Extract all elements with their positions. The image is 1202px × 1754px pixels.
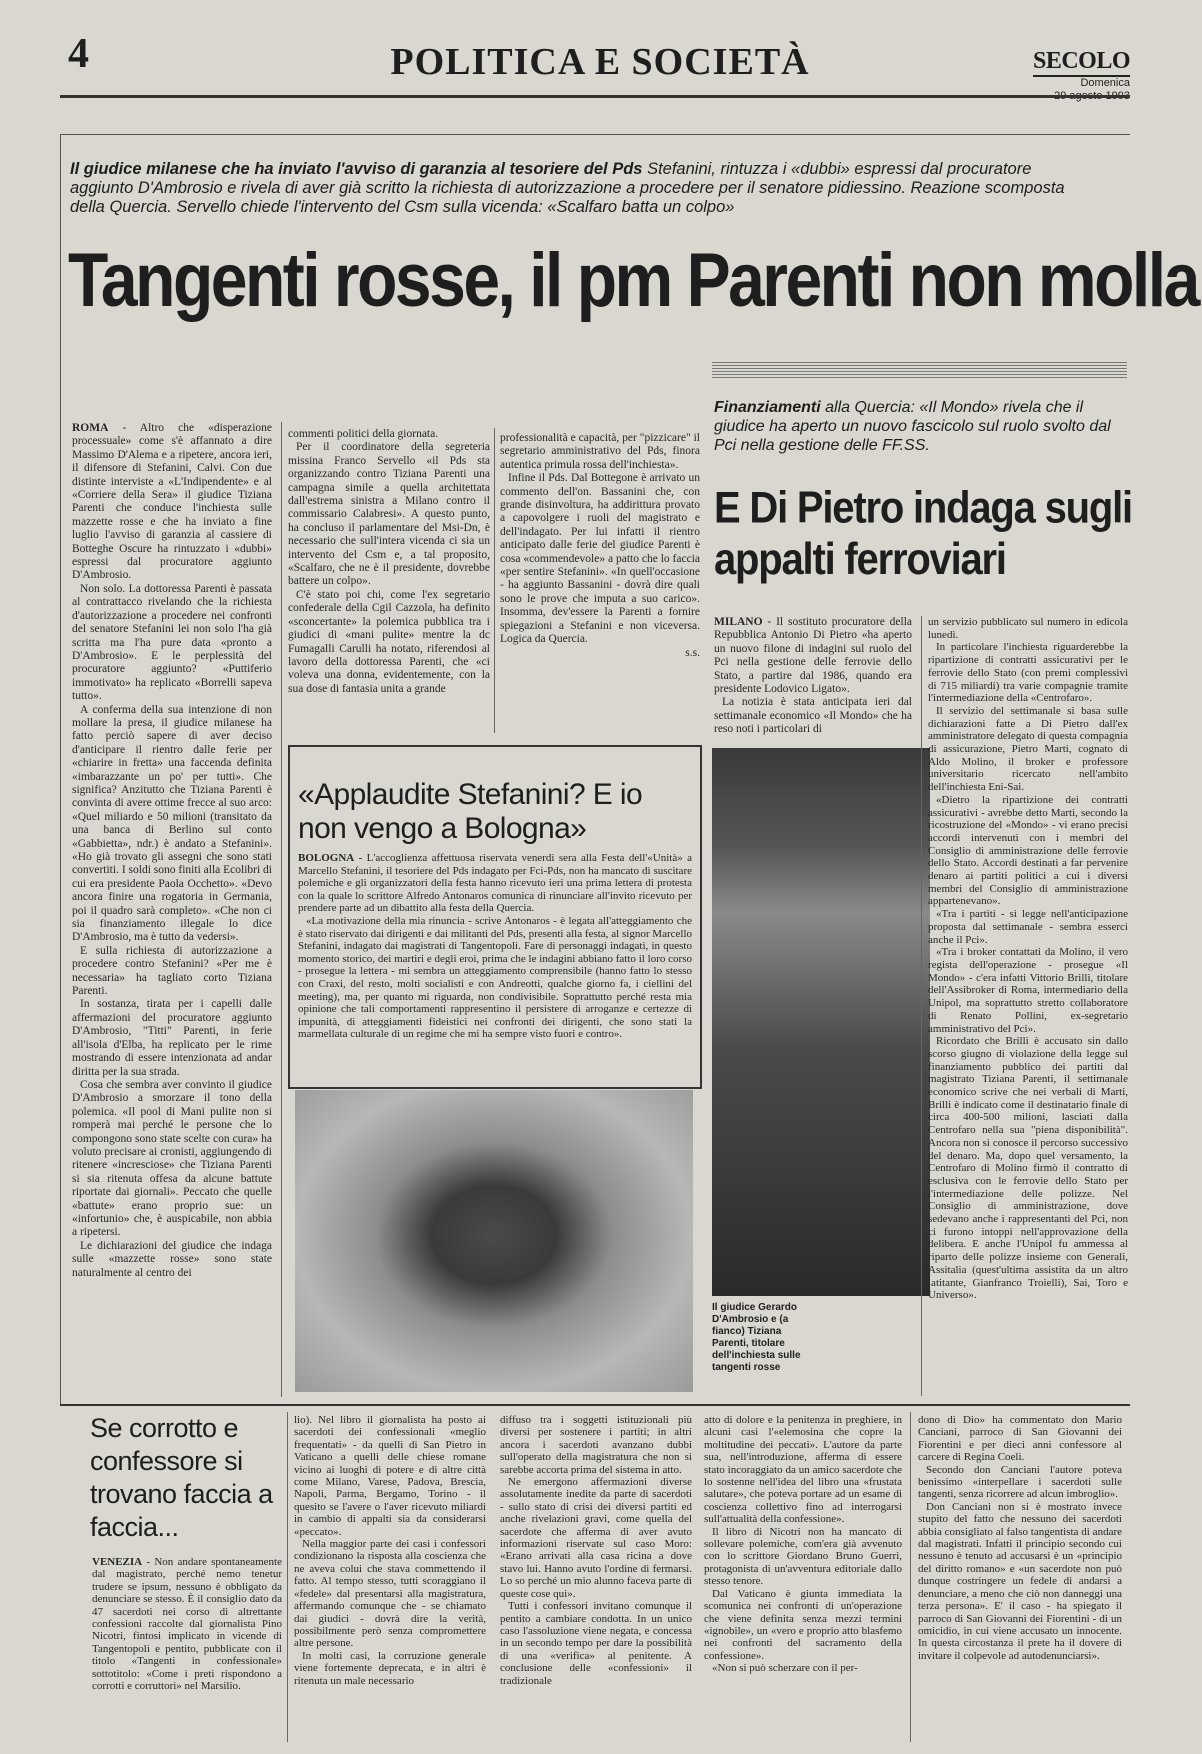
column-rule (494, 428, 495, 733)
confessori-c4b: Il libro di Nicotri non ha mancato di sollevare polemiche, com'era già avvenuto con lo scrittore Giordano Bruno Guerri, protagonista di un'avventura editoriale dallo stesso tenore. (704, 1525, 902, 1588)
lead-c1-p7: Le dichiarazioni del giudice che indaga sulle «mazzette rosse» sono state naturalmente al centro dei (72, 1239, 272, 1279)
lead-c1-p4: E sulla richiesta di autorizzazione a procedere contro Stefanini? «Per me è necessaria» ha tagliato corto Tiziana Parenti. (72, 944, 272, 998)
lead-c1-p1: - Altro che «disperazione processuale» come s'è affannato a dire Massimo D'Alema e a ripetere, ancora ieri, il difensore di Stefanini, Calvi. Con due distinte interviste a «L'Indipendente» e al «Corriere della Sera» il giudice Tiziana Parenti che conduce l'inchiesta sulle mazzette rosse e che ha inviato a fine luglio l'avviso di garanzia al cassiere di Botteghe Oscure ha rintuzzato i «dubbi» espressi dal procuratore aggiunto D'Ambrosio. (72, 422, 272, 582)
lead-c3-p1: professionalità e capacità, per "pizzicare" il segretario amministrativo del Pds, finora autentica primula rossa dell'inchiesta». (500, 432, 700, 471)
dipietro-p4: In particolare l'inchiesta riguarderebbe la ripartizione di contratti assicurativi per le ferrovie dello Stato (con premi complessivi di 715 miliardi) tra varie compagnie tramite l'intermediazione della «Centrofaro». (928, 641, 1128, 705)
header-rule (60, 95, 1130, 98)
dipietro-headline: E Di Pietro indaga sugli appalti ferroviari (714, 483, 1132, 584)
confessori-c2: lio). Nel libro il giornalista ha posto ai sacerdoti dei confessionali «meglio frequentati» - da quelli di San Pietro in Vaticano a quelli delle chiese romane vicino ai luoghi di potere e di altre città come Milano, Varese, Padova, Brescia, Napoli, Parma, Bergamo, Torino - il quesito se l'avere o l'aver ricevuto miliardi in cambio di appalti sia da considerarsi «peccato». (294, 1414, 486, 1538)
dipietro-column-2 (928, 616, 1128, 1302)
box-p2: «La motivazione della mia rinuncia - scrive Antonaros - è legata all'atteggiamento che è stato riservato dai dirigenti e dai militanti del Pds, presenti alla festa, al signor Marcello Stefanini, indagato dai magistrati di Tangentopoli. Fare di personaggi indagati, in questo momento storico, dei martiri e degli eroi, prima che le indagini abbiano fatto il loro corso - prosegue la lettera - mi sembra un atteggiamento comprensibile (hanno fatto lo stesso con Craxi, del resto, molti socialisti e con Andreotti, qualche giorno fa, i ciellini del meeting), ma, per quanto mi riguarda, non condivisibile. Soprattutto perché resta mia opinione che tali comportamenti rappresentino il persistere di arroganze e certezze di impunità, di atteggiamenti fideistici nei confronti dei dirigenti, che sono stati la marmellata culturale di un regime che mi ha sempre visto fuori e contro». (298, 914, 692, 1041)
confessori-column-4 (704, 1414, 902, 1675)
lead-kicker (70, 160, 1090, 217)
lead-c2-p2: Per il coordinatore della segreteria missina Franco Servello «il Pds sta organizzando contro Tiziana Parenti una campagna simile a quella architettata dall'estrema sinistra a Milano contro il commissario Calabresi». A questo punto, ha concluso il parlamentare del Msi-Dn, è necessario che sull'intera vicenda ci sia un intervento del Csm e, a tal proposito, «Scalfaro, che ne è il presidente, dovrebbe battere un colpo». (288, 441, 490, 588)
confessori-c3c: Tutti i confessori invitano comunque il pentito a cambiare condotta. In un unico caso l'assoluzione viene negata, e concessa in un secondo tempo per dare la possibilità di una «verifica» al penitente. A conclusione delle «confessioni» il tradizionale (500, 1600, 692, 1687)
confessori-column-5 (918, 1414, 1122, 1662)
box-dateline: BOLOGNA (298, 852, 355, 864)
confessori-c5c: Don Canciani non si è mostrato invece stupito del fatto che nessuno dei sacerdoti abbia consigliato al falso tangentista di andare dal magistrati. Infatti il principio secondo cui nessuno è tenuto ad accusarsi è un «principio del diritto romano» e «un sacerdote non può dunque costringere un fedele di andarsi a denunciare, a meno che ciò non danneggi una terza persona». E' il caso - ha spiegato il parroco di San Giovanni dei Fiorentini - di un omicidio, in cui viene accusato un innocente. In questa circostanza il prete ha il dovere di invitare il colpevole ad autodenunciarsi». (918, 1500, 1122, 1662)
box-p1: - L'accoglienza affettuosa riservata venerdì sera alla Festa dell'«Unità» a Marcello Stefanini, il tesoriere del Pds indagato per Fci-Pds, non ha mancato di suscitare polemiche e gli organizzatori della festa hanno ricevuto ieri una prima lettera di protesta con la quale lo scrittore Alfredo Antonaros comunica di rinunciare all'invito ricevuto per prendere parte ad un dibattito alla festa della Quercia. (298, 852, 692, 915)
dipietro-column-1 (714, 616, 912, 737)
confessori-c4d: «Non si può scherzare con il per- (712, 1662, 858, 1675)
box-headline: «Applaudite Stefanini? E io non vengo a Bologna» (298, 778, 643, 845)
column-rule (281, 422, 282, 1397)
dipietro-p9: Ricordato che Brilli è accusato sin dallo scorso giugno di violazione della legge sul finanziamento pubblico dei partiti dal magistrato Tiziana Parenti, il settimanale economico scrive che nei verbali di Marti, Brilli è indicato come il destinatario finale di circa 400-500 milioni, lasciati dalla Centrofaro nella sua "piena disponibilità". Ancora non si conosce il percorso successivo del denaro. Ma, dopo quel versamento, la Centrofaro di Molino firmò il contratto di esclusiva con le ferrovie dello Stato per l'intermediazione delle polizze. Nel Consiglio di amministrazione, dove sedevano anche i rappresentanti del Pci, non ci furono intoppi nell'approvazione della delibera. E anche l'Unipol fu ammessa al riparto delle polizze insieme con Generali, Assitalia (quest'ultima assistita da un altro latitante, Gianfranco Troielli), Sai, Toro e Universo». (928, 1035, 1128, 1302)
section-title: POLITICA E SOCIETÀ (390, 41, 810, 83)
dipietro-kicker-rest: alla Quercia: «Il Mondo» rivela che il giudice ha aperto un nuovo fascicolo sul ruolo svolto dal Pci nella gestione delle FF.SS. (714, 399, 1111, 454)
confessori-c3: diffuso tra i soggetti istituzionali più diversi per sostenere i partiti; in altri ancora i sacerdoti avanzano dubbi sull'operato della magistratura che non si sarebbe accorta prima del sistema in atto. (500, 1414, 692, 1476)
confessori-c5b: Secondo don Canciani l'autore poteva benissimo «interpellare i sacerdoti sulle tangenti, senza ricorrere ad alcun imbroglio». (918, 1463, 1122, 1501)
page-number: 4 (68, 31, 89, 77)
dipietro-kicker-bold: Finanziamenti (714, 399, 821, 416)
lead-column-1 (72, 422, 272, 1280)
lead-c1-p2: Non solo. La dottoressa Parenti è passata al contrattacco rivelando che la richiesta d'autorizzazione a procedere nei confronti del senatore Stefanini lei non solo l'ha già scritta ma l'ha pure data «pronto a D'Ambrosio». E le perplessità del procuratore aggiunto? «Puttiferio immotivato» ha replicato «Borrelli sapeva tutto». (72, 582, 272, 703)
confessori-c5: dono di Dio» ha commentato don Mario Canciani, parroco di San Giovanni dei Fiorentini e per dieci anni confessore al carcere di Regina Coeli. (918, 1414, 1122, 1464)
decorative-stripe (712, 362, 1127, 378)
photo-dambrosio (712, 748, 930, 1296)
confessori-headline: Se corrotto e confessore si trovano faccia a faccia... (90, 1413, 273, 1542)
lead-c2-p3: C'è stato poi chi, come l'ex segretario confederale della Cgil Cazzola, ha definito «sconcertante» la polemica pubblica tra i giudici di «mani pulite» mentre la dc Fumagalli Carulli ha notato, riferendosi al lavoro della dottoressa Parenti, che «ci voleva una donna, evidentemente, con la sua dose di fantasia unita a grande (288, 588, 490, 695)
dipietro-p7: «Tra i partiti - si legge nell'anticipazione proposta dal settimanale - sembra esserci anche il Pci». (928, 908, 1128, 946)
box-body (298, 852, 692, 1041)
confessori-column-2 (294, 1414, 486, 1687)
lead-kicker-bold: Il giudice milanese che ha inviato l'avviso di garanzia al tesoriere del Pds (70, 160, 643, 178)
lead-c3-p2: Infine il Pds. Dal Bottegone è arrivato un commento dell'on. Bassanini che, con grande disinvoltura, ha addirittura provato a capovolgere i ruoli del magistrato e dell'indagato. Per lui infatti il rientro anticipato dalle ferie del giudice Parenti è cosa «commendevole» a patto che lo faccia «per sentire Stefanini». «In quell'occasione - ha aggiunto Bassanini - dovrà dire quali sono le prove che imputa a suo carico». Insomma, dev'essere la Parenti a fornire spiegazioni a Stefanini e non viceversa. Logica da Quercia. (500, 472, 700, 646)
column-rule (921, 616, 922, 1396)
issue-day: Domenica (1080, 77, 1130, 89)
lead-column-2 (288, 428, 490, 696)
dipietro-p8: «Tra i broker contattati da Molino, il vero regista dell'operazione - prosegue «Il Mondo» - c'era infatti Vittorio Brilli, titolare dell'Assibroker di Roma, intermediario della Unipol, ma soprattutto stretto collaboratore di Renato Pollini, ex-segretario amministrativo del Pci». (928, 946, 1128, 1035)
photo-parenti (295, 1090, 693, 1392)
column-rule (287, 1412, 288, 1742)
lead-c1-p5: In sostanza, tirata per i capelli dalle affermazioni del procuratore aggiunto D'Ambrosio, "Titti" Parenti, in ferie all'isola d'Elba, ha replicato per le rime mostrando di essere intenzionata ad andar diritta per la sua strada. (72, 998, 272, 1078)
confessori-c3b: Ne emergono affermazioni diverse assolutamente inedite da parte di sacerdoti - sullo stato di crisi dei diversi partiti ed anche rivelazioni gravi, come quella del sacerdote che afferma di aver avuto informazioni riservate sul caso Moro: «Erano arrivati alla casa ricina a dove stavo lui. Hanno avuto l'ordine di fermarsi. Lo so perché un mio alunno faceva parte di queste cose qui». (500, 1476, 692, 1600)
dipietro-p5: Il servizio del settimanale si basa sulle dichiarazioni fatte a Di Pietro dall'ex amministratore delegato di questa compagnia di assicurazione, Pietro Marti, cognato di Aldo Molino, il broker e professore universitario ricercato nell'ambito dell'inchiesta Eni-Sai. (928, 704, 1128, 794)
confessori-c4: atto di dolore e la penitenza in preghiere, in alcuni casi l'«elemosina che copre la moltitudine dei peccati». L'autore da parte sua, nell'introduzione, afferma di essere stato incoraggiato da un amico sacerdote che lo sostenne nell'idea del libro una «frustata salutare», che poteva portare ad un esame di coscienza collettivo fino ad interrogarsi sull'attualità della confessione». (704, 1414, 902, 1526)
dipietro-p1: - Il sostituto procuratore della Repubblica Antonio Di Pietro «ha aperto un nuovo filone di indagini sul ruolo del Pci nella gestione delle ferrovie dello Stato, a partire dal 1986, quando era presidente Lodovico Ligato». (714, 616, 912, 696)
lead-kicker-rest: Stefanini, rintuzza i «dubbi» espressi dal procuratore aggiunto D'Ambrosio e rivela di aver già scritto la richiesta di autorizzazione a procedere per il senatore pidiessino. Reazione scomposta della Quercia. Servello chiede l'intervento del Csm sulla vicenda: «Scalfaro batta un colpo» (70, 160, 1065, 216)
confessori-dateline: VENEZIA (92, 1556, 143, 1568)
lead-c2-p1: commenti politici della giornata. (288, 428, 439, 440)
dipietro-p6: «Dietro la ripartizione dei contratti assicurativi - avrebbe detto Marti, secondo la ricostruzione del «Mondo» - vi erano precisi accordi intervenuti con i membri del Consiglio di amministrazione delle ferrovie dello Stato. Accordi destinati a far pervenire denaro ai partiti politici a cui i diversi membri del Consiglio di amministrazione appartenevano». (928, 793, 1128, 908)
lead-column-3 (500, 432, 700, 660)
confessori-c1: - Non andare spontaneamente dal magistrato, perché nemo tenetur trudere se ipsum, nessuno è obbligato da denunciare se stesso. È il consiglio dato da 47 sacerdoti nei corso di altrettante confessioni raccolte dal giornalista Pino Nicotri, fintosi implicato in vicende di Tangentopoli e pentito, pubblicate con il titolo «Tangenti in confessionale» sottotitolo: «Come i preti rispondono a corrotti e corruttori» nel Marsilio. (92, 1556, 282, 1693)
lead-c1-p3: A conferma della sua intenzione di non mollare la presa, il giudice milanese ha fatto perciò sapere di aver deciso d'anticipare il rientro dalle ferie per «chiarire in fretta» una faccenda definita «imbarazzante un po' per tutti». Che significa? Anzitutto che Tiziana Parenti è convinta di avere ottime frecce al suo arco: «Quel miliardo e 50 milioni (transitato da una banca di Berlino sul conto «Gabbietta», ndr.) è andato a Stefanini». «Ho già trovato gli assegni che sono stati convertiti. I soldi sono finiti alla Ecolibri di cui era presidente Paola Occhetto». «Devo ancora finire una rogatoria in Germania, poi il quadro sarà completo». «Che non ci sia finanziamento illegale lo dice D'Ambrosio, ma è tutto da vedersi». (72, 703, 272, 944)
confessori-c2c: In molti casi, la corruzione generale viene fortemente deprecata, e in altri è ritenuta un male necessario (294, 1649, 486, 1687)
dipietro-kicker (714, 398, 1114, 455)
masthead-logo: SECOLO (1033, 48, 1130, 77)
lead-signature: s.s. (685, 646, 700, 659)
confessori-column-1 (92, 1556, 282, 1692)
lead-headline: Tangenti rosse, il pm Parenti non molla (68, 237, 1198, 323)
section-rule (60, 1404, 1130, 1406)
photo-caption: Il giudice Gerardo D'Ambrosio e (a fianco) Tiziana Parenti, titolare dell'inchiesta sulle tangenti rosse (712, 1302, 801, 1373)
lead-c1-p6: Cosa che sembra aver convinto il giudice D'Ambrosio a smorzare il tono della polemica. «Il pool di Mani pulite non si romperà mai perché le persone che lo compongono sono state scelte con cura» ha voluto precisare ai cronisti, aggiungendo di ritenere «incresciose» che Tiziana Parenti si sia ritenuta offesa da alcune battute riportate dai giornali». Peccato che quelle «battute» erano proprio sue: un «infortunio» che, è auspicabile, non abbia a ripetersi. (72, 1078, 272, 1239)
article-frame-left (60, 134, 61, 1404)
dipietro-dateline: MILANO (714, 616, 763, 628)
confessori-c4c: Dal Vaticano è giunta immediata la scomunica nei confronti di un'operazione che viene definita senza mezzi termini «ignobile», un «vero e proprio atto blasfemo nei confronti del sacramento della confessione». (704, 1587, 902, 1662)
lead-dateline: ROMA (72, 422, 109, 434)
confessori-c2b: Nella maggior parte dei casi i confessori condizionano la risposta alla coscienza che ne aveva colui che stava commettendo il fatto. Al tempo stesso, tutti scoraggiano il «fedele» dal presentarsi alla magistratura, affermando comunque che - se chiamato dai giudici - dovrà dire la verità, possibilmente però senza compromettere altre persone. (294, 1538, 486, 1650)
dipietro-p3: un servizio pubblicato sul numero in edicola lunedì. (928, 616, 1128, 641)
column-rule (910, 1412, 911, 1742)
article-frame-top (60, 134, 1130, 135)
confessori-column-3 (500, 1414, 692, 1687)
dipietro-p2: La notizia è stata anticipata ieri dal settimanale economico «Il Mondo» che ha reso noti i particolari di (714, 696, 912, 736)
